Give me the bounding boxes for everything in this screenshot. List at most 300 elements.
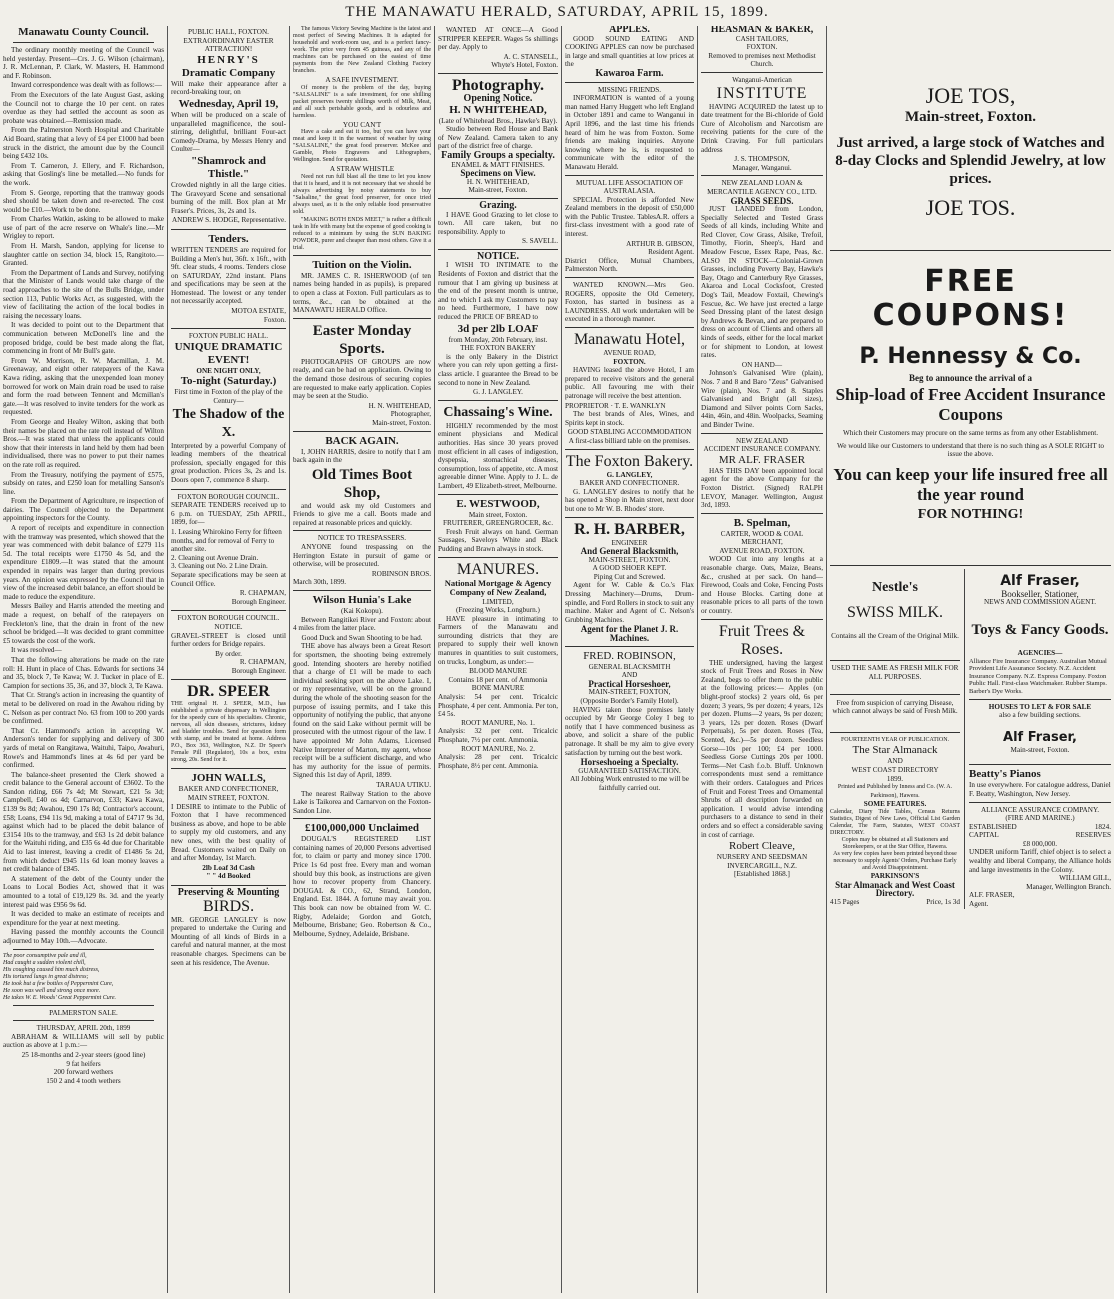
article-paragraph: From the Executors of the late August Gast, asking the Council not to charge the 10 per cent. on rates overdue as they had settled the account as soon as probate was obtained.—Remission made. [3, 90, 164, 125]
barber-body: Agent for W. Cable & Co.'s Flax Dressing Machinery—Drums, Drum-spindle, and Ford Rollers in stock to suit any machine. Maker and Agent of C. Nelson's Grubbing Machines. [565, 581, 694, 624]
jobbing: All Jobbing Work entrusted to me will be faithfully carried out. [570, 775, 689, 792]
tender-item: 2. Cleaning out Avenue Drain. [171, 553, 259, 562]
article-paragraph: It was decided to point out to the Department that communication between McDonell's line and the proposed bridge, could be best made along the flat, commencing in front of Mr Bull's gate. [3, 321, 164, 356]
column-1 [0, 26, 167, 1293]
article-paragraph: Messrs Bailey and Harris attended the meeting and made a request, on behalf of the ratepayers on Freckleton's line, that the drain in front of the new school be bridged.—It was decided to grant committee £5 towards the cost of the work. [3, 602, 164, 645]
column-3 [290, 26, 434, 1293]
article-paragraph: That Cr. Hammond's action in accepting W. Anderson's tender for supplying and delivery of 300 yards of metal on Rangitawa, Waituhi, Taipo, Awahuri, Rowe's and Hammond's lines at 4s 6d per yard be confirmed. [3, 726, 164, 770]
star-features-body: Calendar, Diary Tide Tables, Census Returns Statistics, Digest of New Laws, Official List Garden Calendar, The Farm, Statutes, WEST COAST DIRECTORY. [830, 808, 960, 836]
manures-heading: MANURES. [456, 560, 540, 578]
poem-line: His coughing caused him much distress, [3, 966, 100, 973]
mutual-body: SPECIAL Protection is afforded New Zealand members in the deposit of £50,000 with the Public Trustee. TablesA.R. offers a first-class investment with a good rate of interest. [565, 195, 694, 239]
article-paragraph: From George and Healey Wilton, asking that both their names be placed on the rate roll instead of Wilton Bros.—It was stated that unless the applicants could show that their interests in land held by them had been individualised, there was no power to put their names on the rate roll as required. [3, 417, 164, 469]
bakery-body: is the only Bakery in the District where you can rely upon getting a first-class article. I guarantee the Bread to be second to none in New Zealand. [438, 352, 558, 387]
free-coupons-heading: FREE COUPONS! [872, 264, 1069, 333]
cleave-heading: Robert Cleave, [729, 840, 795, 853]
barber-piping: Piping Cut and Screwed. [593, 572, 666, 581]
article-paragraph: From the Department of Agriculture, re inspection of dairies. The Council objected to the Department appointing inspectors for the County. [3, 497, 164, 523]
langley-sub: BAKER AND CONFECTIONER. [579, 479, 680, 488]
star-features: SOME FEATURES. [863, 800, 927, 809]
alf-buildings: also a few building sections. [999, 711, 1081, 720]
sale-item: 150 2 and 4 tooth wethers [46, 1076, 121, 1085]
hennessy-beg: Beg to announce the arrival of a [909, 373, 1032, 383]
article-paragraph: A report of receipts and expenditure in connection with the tramway was presented, which showed that the year was commenced with debit balance of £279 11s 5d. The total receipts were £1750 4s 5d, and the expenditure £1809.—It was stated that the amount expended in repairs was larger than during previous years. An opinion was expressed by the Council that in view of the increased debit balance, an effort should be made to reduce the expenditure. [3, 524, 164, 601]
apples-body: GOOD SOUND EATING AND COOKING APPLES can now be purchased in large and small quantities at low prices at the [565, 34, 694, 69]
tonight-heading: To-night (Saturday.) [180, 375, 277, 388]
article-paragraph: From H. Marsh, Sandon, applying for license to slaughter cattle on section 34, block 15, Rangitoto.—Granted. [3, 242, 164, 268]
proprietor: PROPRIETOR · T. E. WANKLYN [565, 401, 666, 410]
family-heading: Family Groups a specialty. [441, 149, 555, 161]
trespassers-heading: NOTICE TO TRESPASSERS. [317, 534, 407, 543]
signature-title: Borough Engineer. [231, 597, 286, 606]
one-night-heading: ONE NIGHT ONLY, [196, 366, 261, 375]
fruiterer-line: FRUITERER, GREENGROCER, &c. [442, 519, 553, 528]
shamrock-body: Crowded nightly in all the large cities. The Graveyard Scene and sensational burning of the mill. Box plan at Mr Fraser's. Prices, 3s, 2s and 1s. [171, 180, 286, 215]
company-heading: National Mortgage & Agency Company of New Zealand, [444, 577, 552, 597]
spelman-address: AVENUE ROAD, FOXTON. [719, 546, 805, 555]
barber-address: MAIN-STREET, FOXTON. [588, 555, 671, 564]
hotel-stock: The best brands of Ales, Wines, and Spirits kept in stock. [565, 410, 694, 427]
date-heading: Wednesday, April 19, [178, 97, 279, 110]
robinson-sub: GENERAL BLACKSMITH [588, 662, 671, 671]
heasman-town: FOXTON. [746, 43, 778, 52]
hennessy-nothing: FOR NOTHING! [917, 506, 1024, 522]
birds-body: MR. GEORGE LANGLEY is now prepared to undertake the Curing and Mounting of all kinds of Birds in a careful and natural manner, at the most reasonable charges. Specimens can be seen at his residence, The Avenue. [171, 915, 286, 967]
apples-heading: APPLES. [609, 26, 650, 35]
machine-body: The famous Victory Sewing Machine is the latest and most perfect of Sewing Machines. It is adapted for household and work-room use, and is a perfect fancy-work. The price very from 45 guineas, and any of the machines can be purchased on the easiest of time payments from the New Zealand Clothing Factory branches. [293, 26, 431, 74]
whitehead-sub: (Late of Whitehead Bros., Hawke's Bay). [438, 116, 558, 125]
wed-body: When will be produced on a scale of unparalleled magnificence, the soul-stirring, delightful, brilliant Four-act Comedy-Drama, by Messrs Henry and Coulter— [171, 110, 286, 154]
photo-heading: Photography. [451, 76, 544, 94]
signature: ROBINSON BROS. [371, 569, 431, 578]
hennessy-heading: P. Hennessy & Co. [859, 344, 1082, 369]
council-heading: FOXTON BOROUGH COUNCIL. [177, 614, 280, 623]
alliance-body: UNDER uniform Tariff, chief object is to select a wealthy and liberal Company, the Alliance holds and large investments in the Colony. [969, 848, 1111, 874]
beatty-body: In use everywhere. For catalogue address, Daniel F. Beatty, Washington, New Jersey. [969, 781, 1111, 798]
article-paragraph: From the Palmerston North Hospital and Charitable Aid Board, stating that a levy of £4 per £1000 had been struck in the district, the amount due by the Council being £432 10s. [3, 126, 164, 161]
article-body [3, 81, 164, 945]
column-6 [698, 26, 826, 1293]
blood-heading: BLOOD MANURE [469, 667, 527, 676]
nestle-ad [830, 569, 964, 909]
manures-body: HAVE pleasure in intimating to Farmers of the Manawatu and surrounding districts that they are prepared to supply their well known manures in quantities to suit customers, on trucks, Longburn, as under:— [438, 614, 558, 666]
fruit-heading: Fruit Trees & Roses. [718, 622, 806, 658]
star-heading: The Star Almanack [852, 744, 938, 757]
spelman-sub: CARTER, WOOD & COAL MERCHANT, [720, 529, 804, 547]
heasman-body: Removed to premises next Methodist Church. [708, 51, 816, 69]
sports-body: PHOTOGRAPHS OF GROUPS are now ready, and can be had on application. Owing to the demand those desirous of securing copies are requested to make early application. Copies may be seen at the Studio. [293, 357, 431, 401]
spelman-body: WOOD Cut into any lengths at a reasonable charge. Oats, Maize, Beans, &c., crushed at per sack. On hand—Firewood, Coals and Coke, Fencing Posts and House Blocks. Carting done at reasonable prices to all parts of the town or country. [701, 555, 823, 616]
alf-houses: HOUSES TO LET & FOR SALE [988, 702, 1092, 711]
tenders-ad [171, 233, 286, 324]
office-address: District Office, Mutual Chambers, Palmerston North. [565, 256, 694, 274]
hotel-heading: Manawatu Hotel, [573, 331, 686, 348]
alliance-capital-line [969, 831, 1111, 840]
institute-body: HAVING ACQUIRED the latest up to date treatment for the Bi-chloride of Gold Cure of Alcoholism and Narcotism are receiving patients for the cure of the Drink Craving. For full particulars address [701, 102, 823, 154]
sale-date: THURSDAY, APRIL 20th, 1899 [36, 1024, 131, 1033]
cleave-established: [Established 1868.] [734, 870, 790, 879]
column-4 [435, 26, 561, 1293]
signature: R. CHAPMAN, [239, 589, 286, 598]
grazing-heading: Grazing. [479, 199, 517, 211]
alf-news: NEWS AND COMMISSION AGENT. [983, 598, 1097, 607]
sale-items [3, 1051, 164, 1085]
signature: H. N. WHITEHEAD, [466, 177, 530, 186]
walls-ad [171, 772, 286, 881]
lake-body: THE above has always been a Great Resort for sportsmen, the shooting being extremely good. Intending shooters are hereby notified that a charge of £1 will be made to each individual seeking sport on the above Lake. I, or my representative, will be on the ground during the whole of the shooting season for the purpose of issuing permits, and I take this opportunity of notifying the public, that anyone found on the said Lake without permit will be prosecuted with the utmost rigour of the law. I have appointed Mr John Adams, Licensed Native Interpreter of Marton, my agent, whose receipt will be a sufficient discharge, and who has my authority for the issue of permits. Signed this 1st day of April, 1899. [293, 642, 431, 780]
robinson-heading: FRED. ROBINSON, [583, 649, 676, 662]
stabling: GOOD STABLING ACCOMMODATION [567, 428, 692, 437]
guaranteed: GUARANTEED SATISFACTION. [578, 766, 681, 775]
unclaimed-body: DOUGAL'S REGISTERED LIST containing names of 20,000 Persons advertised for, to claim or party and money since 1700. Price 1s 6d post free. Every man and woman should buy this book, as instructions are given how to recover property from Chancery. DOUGAL & CO., 62, Strand, London, England. Est. 1844. A fortune may await you. This book can now be obtained from W. C. Rigby, Adelaide; Gordon and Gotch, Melbourne, Brisbane; Geo. Robertson & Co., Melbourne, Sydney, Adelaide, Brisbane. [293, 835, 431, 938]
column-2 [168, 26, 289, 1293]
notice-body: I WISH TO INTIMATE to the Residents of Foxton and district that the rumour that I am giving up business at the end of the present month is untrue, and to which I ask my Customers to pay no heed. Furthermore, I have now reduced the PRICE OF BREAD to [438, 261, 558, 322]
heasman-sub: CASH TAILORS, [735, 34, 789, 43]
star-and: AND [887, 757, 903, 766]
violin-heading: Tuition on the Violin. [312, 258, 412, 271]
barber-heading: R. H. BARBER, [574, 520, 685, 538]
masthead [0, 0, 1114, 24]
grazing-body: I HAVE Good Grazing to let close to town. All care taken, but no responsibility. Apply to [438, 210, 558, 236]
root2-heading: ROOT MANURE, No. 2. [461, 744, 535, 753]
westwood-body: Fresh Fruit always on hand. German Sausages, Saveloys White and Black Pudding and Brawn always in stock. [438, 527, 558, 553]
cant-heading: YOU CAN'T [342, 120, 382, 129]
fruit-body: THE undersigned, having the largest stock of Fruit Trees and Roses in New Zealand, begs to offer them to the public at the following prices:— Apples (on blight-proof stocks) 2 years old, 6s per dozen; 3 years, 9s per dozen; 4 years, 12s per dozen. Plums—2 years, 9s per dozen; 3 years, 12s per dozen. Roses (Dwarf Perpetuals), 5s per dozen. Roses (Tea, Scented, &c.)—5s per dozen. Seedless Gorse—10s per 100; £4 per 1000. Seedless Gorse Cuttings 20s per 1000. Terms—Net Cash f.o.b. Bluff. Unknown correspondents must send a remittance with their orders. Catalogues and Prices of Fruit and Forest Trees and Ornamental Shrubs of all description forwarded on application. I would advise intending purchasers to a distance to send in their orders and so effect a considerable saving in cost of carriage. [701, 658, 823, 839]
alliance-heading: ALLIANCE ASSURANCE COMPANY. [980, 805, 1099, 814]
star-directory: WEST COAST DIRECTORY [851, 765, 939, 774]
laundress-body: WANTED KNOWN.—Mrs Geo. ROGERS, opposite the Old Cemetery, Foxton, has started in business as a LAUNDRESS. All work undertaken will be executed in a thorough manner. [565, 281, 694, 324]
company-limited: LIMITED, [482, 597, 514, 606]
tender-items [171, 528, 286, 571]
signature-title: Resident Agent. [648, 248, 694, 257]
walls-sub: BAKER AND CONFECTIONER, [178, 785, 279, 794]
hennessy-insured: You can keep your life insured free all the year round [833, 464, 1108, 504]
shadow-ad [171, 332, 286, 484]
hall-heading: FOXTON PUBLIC HALL. [188, 332, 269, 341]
fraser-heading: MR ALF. FRASER [718, 453, 806, 466]
wine-body: HIGHLY recommended by the most eminent physicians and Medical authorities. Has since 30 years proved most efficient in all cases of indigestion, dyspepsia, stomachical diseases, consumption, loss of appetite, etc. A most agreeable dinner Wine. Apply to J. L. de Lambert, 49 Elizabeth-street, Melbourne. [438, 421, 558, 490]
company-works: (Freezing Works, Longburn.) [456, 606, 540, 615]
bread-date: from Monday, 20th February, inst. [448, 335, 548, 344]
lake-sub: (Kai Kokopu). [341, 607, 383, 616]
signature-title: Photographer, [390, 410, 431, 419]
masthead-text: THE MANAWATU HERALD, SATURDAY, APRIL 15, 1899. [345, 4, 769, 20]
alf-agencies-body: Alliance Fire Insurance Company. Australian Mutual Provident Life Assurance Society. N.Z. Accident Insurance Company. N.Z. Express Company. Foxton Public Hall. First-class Watchmaker. Rubber Stamps. Barber's Dye Works. [969, 657, 1108, 695]
farm-name: Kawaroa Farm. [595, 67, 664, 79]
safe-heading: A SAFE INVESTMENT. [325, 76, 399, 84]
council-heading: FOXTON BOROUGH COUNCIL. [177, 492, 280, 501]
lower-section [830, 569, 1111, 909]
wanted-body: WANTED AT ONCE—A Good STRIPPER KEEPER. Wages 5s shillings per day. Apply to [438, 26, 558, 52]
billiard: A first-class billiard table on the premises. [568, 436, 691, 445]
alliance-capital: CAPITAL [969, 831, 999, 840]
sale-item: 200 forward wethers [53, 1068, 114, 1077]
event-heading: UNIQUE DRAMATIC EVENT! [174, 340, 283, 366]
play-title: The Shadow of the X. [172, 406, 285, 440]
accident-heading: ACCIDENT INSURANCE COMPANY. [703, 445, 821, 454]
hotel-address: AVENUE ROAD, [603, 349, 656, 357]
robinson-body: HAVING taken those premises lately occupied by Mr George Coley I beg to notify that I have commenced business as above, and solicit a share of the public patronage. It shall be my aim to give every satisfaction by turning out the best work. [565, 705, 694, 757]
company-heading: Dramatic Company [181, 66, 276, 79]
poem-line: The poor consumptive pale and ill, [3, 952, 87, 959]
robinson-horseshoer: Practical Horseshoer, [588, 678, 671, 689]
trespassers-body: ANYONE found trespassing on the Herrington Estate in pursuit of game or otherwise, will be prosecuted. [293, 543, 431, 569]
star-copies2: As very few copies have been printed beyond those necessary to supply Agents' Orders, Purchase Early and Avoid Disappointment. [833, 850, 957, 871]
spelman-heading: B. Spelman, [733, 516, 791, 529]
article-intro: The ordinary monthly meeting of the Council was held yesterday. Present—Crs. J. G. Wilson (chairman), J. R. McLennan, P. Clark, W. Masters, H. Hammond and F. Robinson. [3, 46, 164, 80]
alliance-year: 1824. [1094, 822, 1111, 831]
alliance-sub: (FIRE AND MARINE.) [1005, 814, 1075, 823]
straw-body: Need not run full blast all the time to let you know that it is heard, and it is not necessary that we should be always advertising by noisy statements to buy "Salsaline," the great food preserver, for once tried always used, as it is the only reliable food preservative sold. [293, 173, 431, 215]
star-price-line [830, 898, 960, 907]
safe-body: Of money is the problem of the day, buying "SALSALINE" is a safe investment, for one shilling packet preserves twenty shillings worth of Milk, Meat, and all such perishable goods, and is odourless and harmless. [293, 84, 431, 119]
article-paragraph: From T. Cameron, J. Ellery, and F. Richardson, asking that Gosling's line be metalled.—No funds for the work. [3, 161, 164, 187]
alf2-heading: Alf Fraser, [1003, 729, 1077, 745]
sale-title: PALMERSTON SALE. [49, 1008, 118, 1017]
loaf-cash: 2lb Loaf 3d Cash [202, 863, 255, 872]
article-paragraph: From Charles Watkin, asking to be allowed to make use of part of the acre reserve on Whale's line.—Mr Wrigley to report. [3, 215, 164, 241]
article-paragraph: Inward correspondence was dealt with as follows:— [11, 81, 162, 90]
walls-address: MAIN STREET, FOXTON. [187, 794, 270, 803]
bread-price: 3d per 2lb LOAF [457, 322, 539, 335]
robinson-address2: (Opposite Border's Family Hotel). [580, 697, 679, 705]
whitehead-body: Studio between Red House and Bank of New Zealand. Camera taken to any part of the district free of charge. [438, 125, 558, 151]
article-paragraph: From the Treasury, notifying the payment of £575, subsidy on rates, and £250 loan for metalling Sanson's line. [3, 470, 164, 496]
bakery-heading: THE FOXTON BAKERY [460, 344, 536, 353]
play-title: "Shamrock and Thistle." [191, 154, 266, 180]
poem-line: He soon was well and strong once more. [3, 987, 101, 994]
beatty-heading: Beatty's Pianos [969, 768, 1041, 781]
henry-ad [171, 28, 286, 225]
blood-body: Contains 18 per cent. of Ammonia [448, 675, 548, 684]
dr-speer-ad [171, 683, 286, 764]
making-body: "MAKING BOTH ENDS MEET," is rather a difficult task in life with many but the expense of good cooking is reduced to a minimum by using the SUN BAKING POWDER, purer and cheaper than most others. Give it a trial. [293, 216, 431, 251]
lake-heading: Wilson Hunia's Lake [312, 594, 412, 607]
barber-blacksmith: And General Blacksmith, [580, 546, 679, 557]
signature: J. S. THOMPSON, [734, 155, 790, 164]
walls-body: I DESIRE to intimate to the Public of Foxton that I have recommenced business as above, and hope to be able to supply my old customers, and any new ones, with the best quality of Bread. Customers waited on Daily on and after Monday, 1st March. [171, 802, 286, 863]
alliance-reserves: RESERVES [1075, 831, 1111, 840]
joe-tos-body: Just arrived, a large stock of Watches and 8-day Clocks and Splendid Jewelry, at low prices. [835, 135, 1106, 187]
signature-place: Foxton. [263, 315, 286, 324]
sale-body: ABRAHAM & WILLIAMS will sell by public auction as above at 1 p.m.:— [3, 1032, 164, 1050]
article-title: Manawatu County Council. [18, 26, 149, 38]
mutual-heading: MUTUAL LIFE ASSOCIATION OF AUSTRALASIA. [576, 178, 683, 196]
sale-item: 9 fat heifers [66, 1059, 101, 1068]
preserving-heading: Preserving & Mounting [177, 887, 280, 898]
alf-toys: Toys & Fancy Goods. [971, 621, 1109, 638]
poem-line: Had caught a sudden violent chill, [3, 959, 86, 966]
tenders-heading: Tenders. [208, 232, 249, 245]
signature: R. CHAPMAN, [239, 658, 286, 667]
root1-heading: ROOT MANURE, No. 1. [461, 718, 535, 727]
boot-heading: Old Times Boot Shop, [311, 466, 413, 501]
joe-tos-address: Main-street, Foxton. [905, 109, 1036, 125]
column-5 [562, 26, 697, 1293]
onhand-body: Johnson's Galvanised Wire (plain), Nos. 7 and 8 and Baro "Zeus" Galvanised Wire (plain), Nos. 7 and 8. Staples Galvanised and Bright (all sizes), Diamond and Silver points Corn Sacks, 44in, 46in, and 48in. Woolpacks, Seaming and Binder Twine. [701, 369, 823, 429]
star-printed: Printed and Published by Inness and Co. (W. A. Parkinson), Hawera. [837, 784, 953, 799]
nestle-heading: Nestle's [872, 579, 918, 595]
star-copies: Copies may be obtained at all Stationers and Storekeepers, or at the Star Office, Hawera. [841, 836, 949, 850]
root2-body: Analysis: 28 per cent. Tricalcic Phosphate, 8½ per cent. Ammonia. [438, 753, 558, 770]
bakery-heading: The Foxton Bakery. [565, 452, 694, 470]
council-body: SEPARATE TENDERS received up to 6 p.m. on TUESDAY, 25th APRIL, 1899, for— [171, 501, 286, 527]
signature: S. SAVELL. [521, 237, 558, 246]
article-paragraph: That the following alterations be made on the rate roll: H. Hunt in place of Chas. Edwards for sections 34 and 35, block 7, Te Kawa; W. J. Tucker in place of E. Campion for sections 35, 36, and 37, block 3, Te Kawa. [3, 655, 164, 690]
opening-heading: Opening Notice. [463, 92, 533, 104]
loaf-booked: " " 4d Booked [206, 872, 251, 881]
horseshoeing: Horseshoeing a Specialty. [580, 757, 679, 768]
specimens-heading: Specimens on View. [460, 168, 536, 179]
alf-fraser-ad [964, 569, 1111, 909]
star-pages: 415 Pages [830, 897, 860, 906]
joe-tos-heading: JOE TOS, [925, 83, 1016, 108]
nzloan-heading: NEW ZEALAND LOAN & MERCANTILE AGENCY CO., LTD. [707, 179, 817, 196]
grass-body: JUST LANDED from London, Specially Selected and Tested Grass Seeds of all kinds, including White and Red Clover, Cow Grass, Alsike, Trefoil, Timothy, Fiorin, Sheep's, Hard and Meadow Fescue, Essex Rape, Peas, &c. ALSO IN STOCK—Colonial-Grown Grasses, including Poverty Bay, Hawke's Bay, Otago and Canterbury Rye Grasses, Akaroa and Local Cocksfoot, Crested Dog's Tail, Meadow Foxtail, Chewing's Fescue, &c. We have just erected a large Seed Dressing plant of the latest design by Andrews & Bevan, and are prepared to dress on account of Clients and others all kinds of seeds, either for the local market or for shipment to London, at lowest rates. [701, 205, 823, 360]
tender-item: 3. Cleaning out No. 2 Line Drain. [171, 562, 268, 571]
langley-body: G. LANGLEY desires to notify that he has opened a Shop in Main street, next door but one to Mr W. B. Rhodes' store. [565, 487, 694, 513]
poem [3, 953, 164, 1002]
article-paragraph: A statement of the debt of the County under the Loans to Local Bodies Act, showed that it was amounted to a total of £19,129 8s. 3d. and the yearly interest paid was £956 9s 6d. [3, 874, 164, 909]
grass-heading: GRASS SEEDS. [730, 195, 794, 206]
article-paragraph: The balance-sheet presented the Clerk showed a credit balance to the General account of £3602. To the Sandon riding, £66 7s 4d; Mt Stewart, £21 5s 3d; Campbell, £40 os 4d; Carnarvon, £33; Kawa Kawa, £139 9s 8d; Awahou, £90 17s 8d; Contractor's account, £58; Loans, £94 11s 9d, making a total of £4717 9s 3d, against which had to be placed the debit balance of £3154 10s to the tramway, and £63 1s 2d debit balance for the Waituhi riding, and £35 6s 4d due for Charitable Aid to last interest, leaving a credit of £1486 5s 2d, from which deduct £945 11s 6d loan money leaves a net credit balance of £845. [3, 770, 164, 874]
hennessy-would: We would like our Customers to understand that there is no such thing as A SOLE RIGHT to issue the above. [837, 441, 1104, 459]
gravel-notice-ad [171, 614, 286, 675]
missing-heading: MISSING FRIENDS. [597, 85, 662, 94]
root1-body: Analysis: 32 per cent. Tricalcic Phosphate, 7½ per cent. Ammonia. [438, 727, 558, 744]
signature: H. N. WHITEHEAD, [368, 401, 431, 410]
langley-heading: G. LANGLEY, [606, 470, 653, 479]
robinson-address: MAIN-STREET, FOXTON, [588, 688, 671, 697]
signature: G. J. LANGLEY. [473, 388, 523, 397]
dr-body: THE original H. J. SPEER, M.D., has established a private dispensary in Wellington for the speedy cure of his specialties. Chronic, nervous, all skin diseases, strictures, kidney and bladder troubles. Send for question form with stamp, and be treated at home. Address P.O., Box 363, Wellington, N.Z. Dr Speer's Female Pill (Regulator), 10s a box, extra strong, 20s. Send for it. [171, 701, 286, 764]
signature-address: Main-street, Foxton. [372, 418, 431, 427]
westwood-heading: E. WESTWOOD, [456, 497, 540, 510]
signature: ANDREW S. HODGE, Representative. [171, 216, 286, 225]
first-time-text: First time in Foxton of the play of the Century— [174, 388, 283, 406]
cleave-sub: NURSERY AND SEEDSMAN [716, 853, 808, 862]
missing-body: INFORMATION is wanted of a young man named Harry Huggett who left England in October 1891 and came to Wanganui in April 1896, and the last time his friends heard of him he was from Foxton. Some friends are making inquiries. Anyone knowing where he is, is requested to communicate with the editor of the Manawatu Herald. [565, 94, 694, 171]
planet-heading: Agent for the Planet J. R. Machines. [580, 624, 679, 644]
alf-heading: Alf Fraser, [1000, 572, 1080, 589]
signature: A. C. STANSELL, [503, 52, 558, 61]
hennessy-which: Which their Customers may procure on the same terms as from any other Establishment. [842, 429, 1099, 437]
poem-line: His tortured lungs in great distress; [3, 973, 89, 980]
hall-heading: PUBLIC HALL, FOXTON. [188, 28, 269, 36]
joe-tos-footer: JOE TOS. [925, 195, 1016, 220]
duck-line: Good Duck and Swan Shooting to be had. [301, 633, 423, 642]
signature-place: Whyte's Hotel, Foxton. [491, 61, 558, 70]
sports-heading: Easter Monday Sports. [312, 322, 412, 357]
alliance-established: ESTABLISHED [969, 822, 1017, 831]
bone-heading: BONE MANURE [471, 684, 525, 693]
alliance-established-line [969, 823, 1111, 832]
signature: ARTHUR B. GIBSON, [626, 239, 694, 248]
article-paragraph: From the Department of Lands and Survey, notifying that the Minister of Lands would take charge of the road approaches to the site of the Bulls Bridge, under section 113, Public Works Act, as suggested, with the view of facilitating the action of the local bodies in raising the necessary loans. [3, 268, 164, 320]
star-footer: Star Almanack and West Coast Directory. [835, 879, 955, 899]
signature: MOTOA ESTATE, [231, 307, 286, 316]
hennessy-ship: Ship-load of Free Accident Insurance Coupons [835, 385, 1106, 424]
alf-agencies: AGENCIES— [1017, 648, 1063, 657]
violin-body: MR. JAMES C. R. ISHERWOOD (of ten names being handed in as pupils), is prepared to open a class at Foxton. Full particulars as to terms, &c., can be obtained at the MANAWATU HERALD Office. [293, 271, 431, 315]
hotel-body: HAVING leased the above Hotel, I am prepared to receive visitors and the general public. All favouring me with their patronage will receive the best attention. [565, 366, 694, 400]
bone-body: Analysis: 54 per cent. Tricalcic Phosphate, 4 per cent. Ammonia. Per ton, £4 5s. [438, 693, 558, 719]
whitehead-heading: H. N WHITEHEAD, [449, 103, 547, 116]
unclaimed-heading: £100,000,000 Unclaimed [305, 822, 419, 835]
notice-body: GRAVEL-STREET is closed until further orders for Bridge repairs. [171, 631, 286, 649]
article-paragraph: From W. Morrison, R. W. Macmillan, J. M. Greenaway, and eight other ratepayers of the Kawa Kawa riding, asking that the unexpended loan money borrowed for work on Main drain road be used to raise and form the road between Tennent and Mcmillan's gate.—It was resolved to invite tenders for the work as requested. [3, 356, 164, 417]
signature-date: March 30th, 1899. [293, 578, 347, 587]
nestle-used: USED THE SAME AS FRESH MILK FOR ALL PURPOSES. [831, 664, 959, 681]
alf2-address: Main-street, Foxton. [1010, 745, 1070, 754]
heasman-heading: HEASMAN & BAKER, [710, 26, 814, 35]
star-parkinson: PARKINSON'S [870, 871, 920, 880]
henry-heading: HENRY'S [197, 53, 260, 66]
notice-heading: NOTICE. [477, 250, 519, 262]
fraser-body: HAS THIS DAY been appointed local agent for the above Company for the Foxton District. (Signed) RALPH LEVOY, Manager. Wellington, August 3rd, 1893. [701, 466, 823, 510]
back-heading: BACK AGAIN. [325, 434, 399, 447]
cant-body: Have a cake and eat it too, but you can have your meat and keep it in the warmest of weather by using "SALSALINE," the great food preserver. McKee and Gamble, Photo Engravers and Lithographers, Wellington. Send for quotation. [293, 129, 431, 164]
council-foot: Separate specifications may be seen at Council Office. [171, 570, 286, 588]
sale-item: 25 18-months and 2-year steers (good line) [21, 1050, 146, 1059]
accident-sub: NEW ZEALAND [736, 436, 788, 445]
back-body: I, JOHN HARRIS, desire to notify that I am back again in the [293, 447, 431, 465]
alliance-agent-title: Agent. [969, 900, 989, 909]
article-paragraph: That Cr. Strang's action in increasing the quantity of metal to be delivered on road in the Awahou riding by C. Nelson as per contract No. 63 from 100 to 200 yards be confirmed. [3, 691, 164, 726]
poem-line: He took but a few bottles of Peppermint Cure, [3, 980, 114, 987]
column-7 [827, 26, 1114, 1293]
enamel-line: ENAMEL & MATT FINISHES. [451, 160, 545, 169]
henry-body: Will make their appearance after a record-breaking tour, on [171, 79, 286, 97]
wine-heading: Chassaing's Wine. [443, 404, 553, 420]
hotel-town: FOXTON. [613, 357, 646, 366]
signature-address: Main-street, Foxton. [468, 186, 528, 195]
tenders-body: WRITTEN TENDERS are required for Building a Men's hut, 36ft. x 16ft., with 9ft. clear studs, 4 rooms. Tenders close on SATURDAY, 22nd instant. Plans and specifications may be seen at the Homestead. The lowest or any tender not necessarily accepted. [171, 245, 286, 306]
barber-shoer: A GOOD SHOER KEPT. [592, 564, 667, 573]
birds-ad [171, 889, 286, 967]
walls-heading: JOHN WALLS, [191, 772, 266, 785]
signature-title: Manager, Wanganui. [732, 163, 792, 172]
article-paragraph: Having passed the monthly accounts the Council adjourned to May 10th.—Advocate. [3, 928, 164, 945]
star-year: FOURTEENTH YEAR OF PUBLICATION. [840, 736, 950, 743]
article-paragraph: From S. George, reporting that the tramway goods shed should be taken down and re-erected. The cost would be £10.—Work to be done. [3, 188, 164, 214]
borough-tenders-ad [171, 493, 286, 607]
swiss-heading: SWISS MILK. [846, 603, 943, 621]
article-paragraph: It was resolved— [11, 646, 62, 655]
institute-heading: INSTITUTE [716, 84, 808, 102]
straw-heading: A STRAW WHISTLE [329, 165, 395, 174]
birds-heading: BIRDS. [202, 897, 255, 915]
westwood-address: Main street, Foxton. [468, 510, 528, 519]
signature: TARAUA UTIKU. [376, 780, 431, 789]
alf-bookseller: Bookseller, Stationer, [1001, 588, 1079, 599]
barber-engineer: ENGINEER [611, 538, 648, 547]
shadow-body: Interpreted by a powerful Company of leading members of the theatrical profession, specially engaged for this great production. Prices 3s, 2s and 1s. Doors open 7, commence 8 sharp. [171, 441, 286, 484]
tender-item: 1. Leasing Whirokino Ferry for fifteen months, and for removal of Ferry to another site. [171, 527, 282, 554]
signature-title: Borough Engineer. [231, 666, 286, 675]
alliance-manager: WILLIAM GILL, [1059, 874, 1111, 883]
poem-line: He takes W. E. Woods' Great Peppermint Cure. [3, 994, 117, 1001]
nestle-cream: Contains all the Cream of the Original Milk. [831, 631, 959, 640]
alliance-agent: ALF. FRASER, [969, 891, 1015, 900]
article-paragraph: It was decided to make an estimate of receipts and expenditure for the year at next meeting. [3, 910, 164, 927]
star-edition: 1899. [886, 774, 904, 783]
lake-location: Between Rangitikei River and Foxton: about 4 miles from the latter place. [293, 615, 431, 633]
by-order: By order. [215, 649, 242, 658]
alliance-amount: £8 000,000. [1022, 839, 1058, 848]
easter-heading: EXTRAORDINARY EASTER ATTRACTION! [183, 36, 274, 54]
onhand-heading: ON HAND— [741, 360, 783, 369]
